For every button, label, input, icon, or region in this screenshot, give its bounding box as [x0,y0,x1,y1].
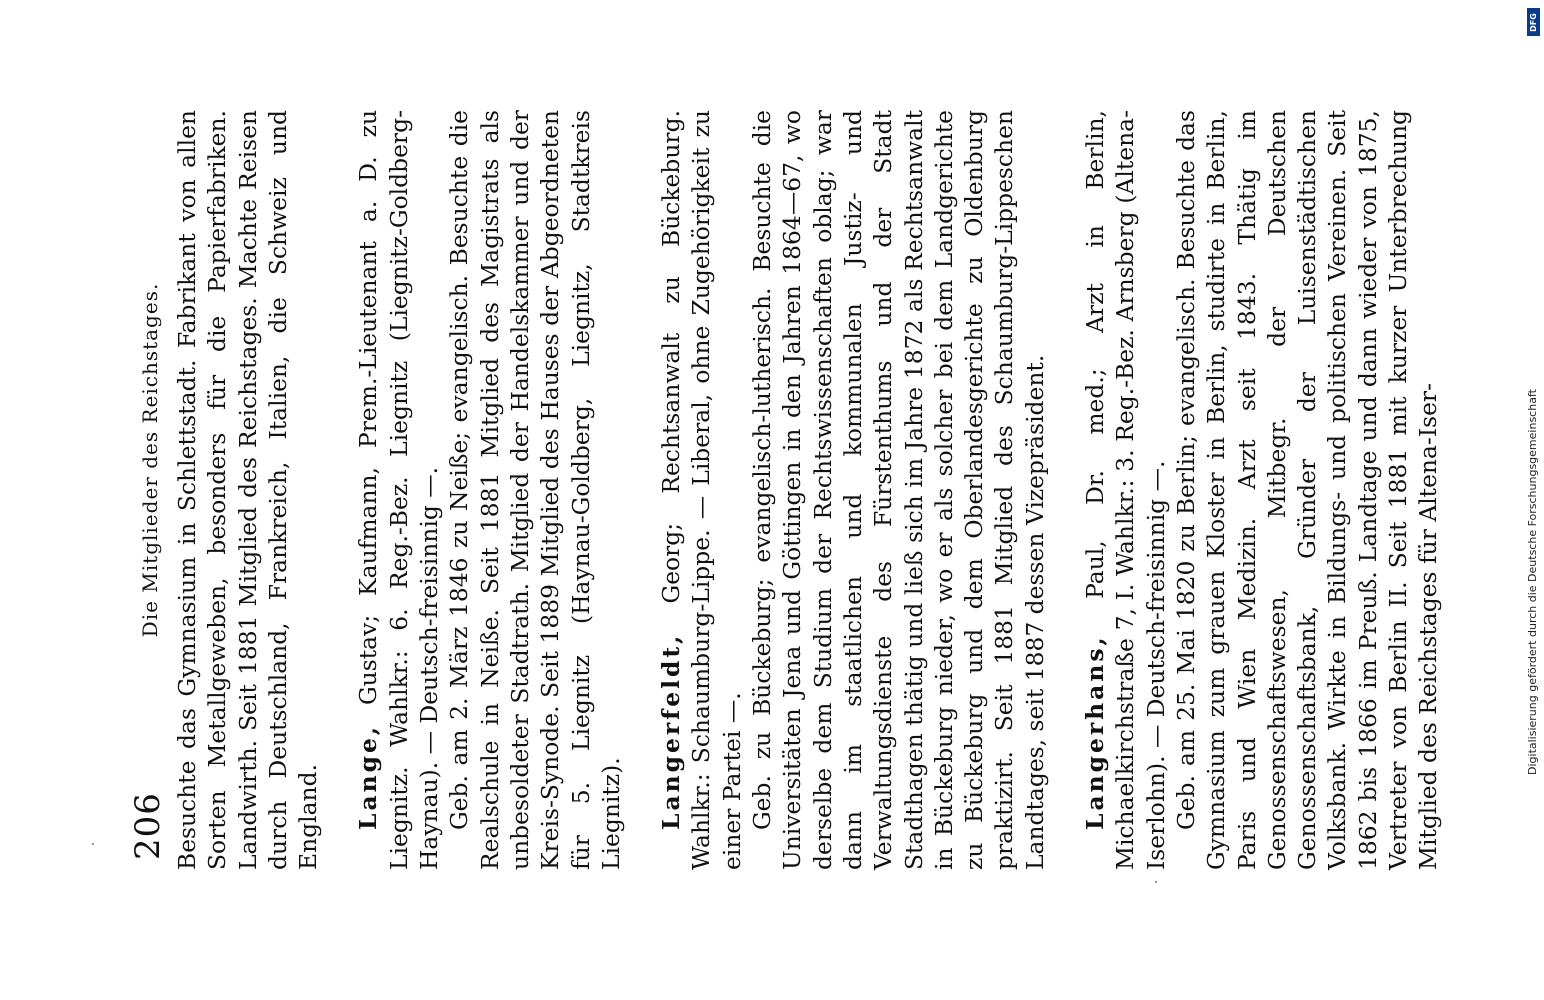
biography-entry [353,110,626,870]
dfg-logo [1527,8,1540,36]
paragraph-text: Paul, Dr. med.; Arzt in Berlin, Michaelkirchstraße 7, I. Wahlkr.: 3. Reg.-Bez. Arnsberg (Altena-Iserlohn). — Deutsch-freisinnig —. [1081,110,1170,870]
page-header [110,110,166,870]
paragraph-text: Geb. am 2. März 1846 zu Neiße; evangelisch. Besuchte die Realschule in Neiße. Seit 1881 Mitglied des Magistrats als unbesoldeter Stadtrath. Mitglied der Handelskammer und der Kreis-Synode. Seit 1889 Mitglied des Hauses der Abgeordneten für 5. Liegnitz (Haynau-Goldberg, Liegnitz, Stadtkreis Liegnitz). [445,110,625,870]
speck [1155,881,1157,883]
entry-lead-paragraph [1080,110,1171,870]
paragraph-text: Gustav; Kaufmann, Prem.-Lieutenant a. D. zu Liegnitz. Wahlkr.: 6. Reg.-Bez. Liegnitz (Liegnitz-Goldberg-Haynau). — Deutsch-freisinnig —. [354,109,444,870]
biography-entry [1080,110,1444,870]
entry-paragraph [444,110,626,870]
speck [92,843,94,845]
paragraph-text: Geb. am 25. Mai 1820 zu Berlin; evangelisch. Besuchte das Gymnasium zum grauen Kloster in Berlin, studirte in Berlin, Paris und Wien Medizin. Arzt seit 1843. Thätig im Genossenschaftswesen, Mitbegr. der Deutschen Genossenschaftsbank, Gründer der Luisenstädtischen Volksbank. Wirkte in Bildungs- und politischen Vereinen. Seit 1862 bis 1866 im Preuß. Landtage und dann wieder von 1875, Vertreter von Berlin II. Seit 1881 mit kurzer Unterbrechung Mitglied des Reichstages für Altena-Iser- [1171,110,1443,870]
member-name: Lange, [354,724,383,830]
entry-lead-paragraph [353,110,444,870]
biography-entry [656,110,1050,870]
paragraph-text: Besuchte das Gymnasium in Schlettstadt. Fabrikant von allen Sorten Metallgeweben, besonders für die Papierfabriken. Landwirth. Seit 1881 Mitglied des Reichstages. Machte Reisen durch Deutschland, Frankreich, Italien, die Schweiz und England. [173,110,323,870]
page-number: 206 [128,792,168,860]
member-name: Langerfeldt, [657,632,686,830]
biography-entry [172,110,323,870]
member-name: Langerhans, [1081,634,1110,830]
digitisation-note: Digitalisierung gefördert durch die Deutsche Forschungsgemeinschaft [1526,389,1539,775]
dfg-logo-text: DFG [1529,12,1539,32]
entry-paragraph [1171,110,1444,870]
entry-lead-paragraph [656,110,747,870]
rotated-page [110,109,1443,870]
entry-paragraph [747,110,1050,870]
entry-lead-paragraph [172,110,323,870]
paragraph-text: Geb. zu Bückeburg; evangelisch-lutherisch. Besuchte die Universitäten Jena und Göttingen in den Jahren 1864—67, wo derselbe dem Studium der Rechtswissenschaften oblag; war dann im staatlichen und kommunalen Justiz- und Verwaltungsdienste des Fürstenthums und der Stadt Stadthagen thätig und ließ sich im Jahre 1872 als Rechtsanwalt in Bückeburg nieder, wo er als solcher bei dem Landgerichte zu Bückeburg und dem Oberlandesgerichte zu Oldenburg praktizirt. Seit 1881 Mitglied des Schaumburg-Lippeschen Landtages, seit 1887 dessen Vizepräsident. [748,110,1049,870]
entries [172,110,1474,870]
running-head: Die Mitglieder des Reichstages. [138,282,162,638]
paragraph-text: Georg; Rechtsanwalt zu Bückeburg. Wahlkr.: Schaumburg-Lippe. — Liberal, ohne Zugehörigkeit zu einer Partei —. [657,109,746,870]
